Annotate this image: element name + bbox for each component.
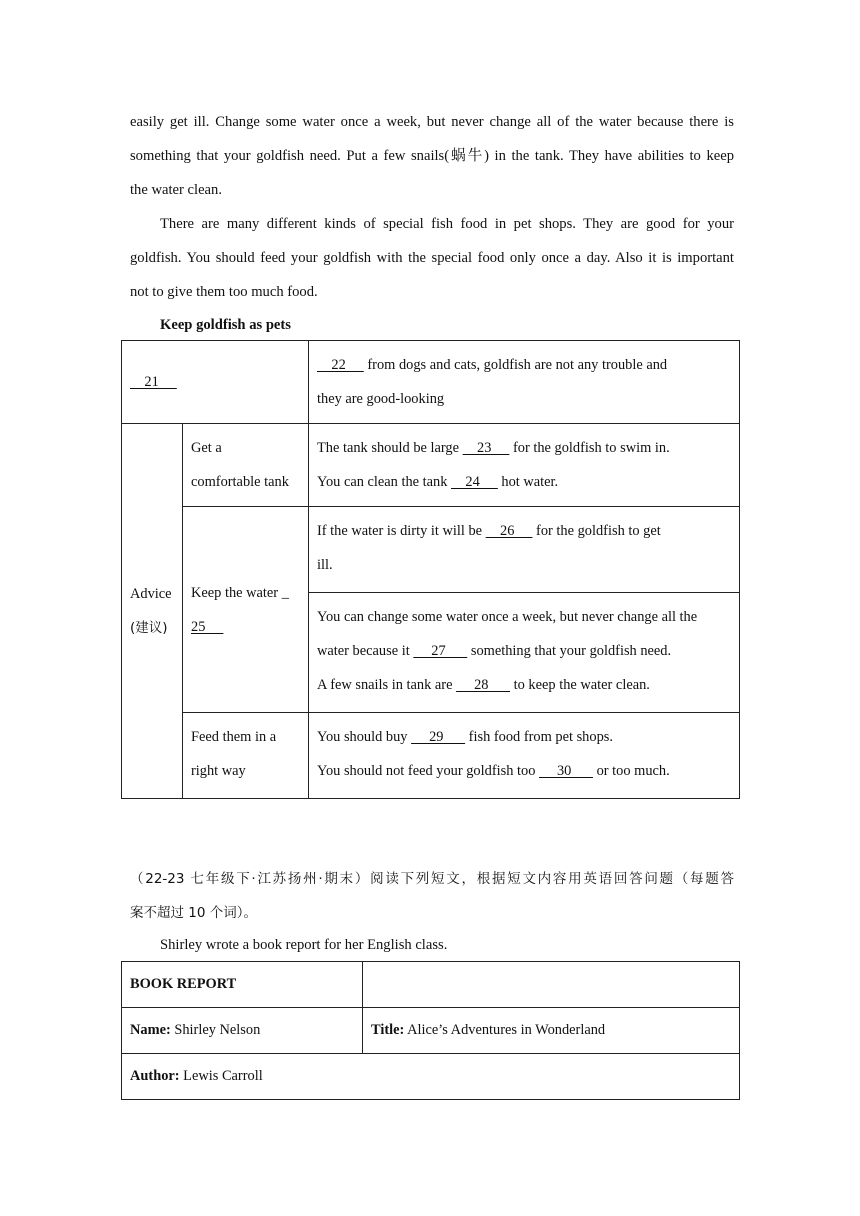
blank-22[interactable]: 22 [317, 357, 364, 373]
blank-24[interactable]: 24 [451, 474, 498, 490]
cell-reason [309, 341, 740, 424]
blank-25[interactable]: 25 [191, 618, 224, 635]
passage-line: the water clean. [130, 182, 222, 198]
cell-name: Name: Shirley Nelson [122, 1008, 363, 1054]
cell-water-advice-2: You can change some water once a week, but never change all the water because it 27 something that your goldfish need. A few snails in tank are 28 to keep the water clean. [309, 593, 740, 713]
section-2-lead: Shirley wrote a book report for her English class. [160, 937, 448, 953]
table-row [122, 962, 740, 1008]
cell-feed-label: Feed them in a right way [183, 713, 309, 799]
reason-text-2: they are good-looking [317, 391, 445, 407]
cell-author: Author: Lewis Carroll [122, 1054, 740, 1100]
goldfish-table [121, 340, 740, 799]
table-row [122, 1008, 740, 1054]
passage-line: easily get ill. Change some water once a week, but never change all of the water because there is [130, 114, 734, 130]
table-row [122, 341, 740, 424]
passage-paragraph-1 [130, 105, 734, 207]
passage-line: not to give them too much food. [130, 284, 318, 300]
reason-text: from dogs and cats, goldfish are not any trouble and [363, 357, 668, 373]
book-report-title: BOOK REPORT [122, 962, 363, 1008]
passage-line: goldfish. You should feed your goldfish with the special food only once a day. Also it is important [130, 250, 734, 266]
table-row [122, 1054, 740, 1100]
cell-blank-21 [122, 341, 309, 424]
cell-tank-advice: The tank should be large 23 for the goldfish to swim in. You can clean the tank 24 hot water. [309, 424, 740, 507]
section-2-intro [130, 862, 734, 930]
cell-water-advice-1: If the water is dirty it will be 26 for the goldfish to get ill. [309, 507, 740, 593]
blank-26[interactable]: 26 [485, 523, 533, 539]
blank-30[interactable]: 30 [539, 763, 593, 779]
table-row [122, 713, 740, 799]
advice-label: Advice [130, 586, 172, 602]
cell-book-title: Title: Alice’s Adventures in Wonderland [363, 1008, 740, 1054]
passage-line: There are many different kinds of special fish food in pet shops. They are good for your [160, 216, 734, 232]
advice-label-cn: (建议) [130, 620, 168, 636]
blank-29[interactable]: 29 [411, 729, 466, 745]
passage-paragraph-2 [130, 207, 734, 309]
passage-line: something that your goldfish need. Put a few snails(蜗牛) in the tank. They have abilities to keep [130, 148, 734, 164]
table-heading: Keep goldfish as pets [160, 317, 291, 333]
cell-advice [122, 424, 183, 799]
intro-line: 案不超过 10 个词）。 [130, 905, 258, 921]
blank-21[interactable]: 21 [130, 374, 177, 390]
table-row [122, 424, 740, 507]
cell-water-label: Keep the water _ 25 [183, 507, 309, 713]
intro-line: （22-23 七年级下·江苏扬州·期末）阅读下列短文，根据短文内容用英语回答问题（每题答 [130, 871, 734, 887]
blank-27[interactable]: 27 [413, 643, 468, 659]
book-report-table [121, 961, 740, 1100]
empty-cell [363, 962, 740, 1008]
cell-feed-advice: You should buy 29 fish food from pet shops. You should not feed your goldfish too 30 or too much. [309, 713, 740, 799]
blank-23[interactable]: 23 [462, 440, 510, 456]
cell-tank-label: Get a comfortable tank [183, 424, 309, 507]
blank-28[interactable]: 28 [456, 677, 511, 693]
table-row [122, 507, 740, 593]
